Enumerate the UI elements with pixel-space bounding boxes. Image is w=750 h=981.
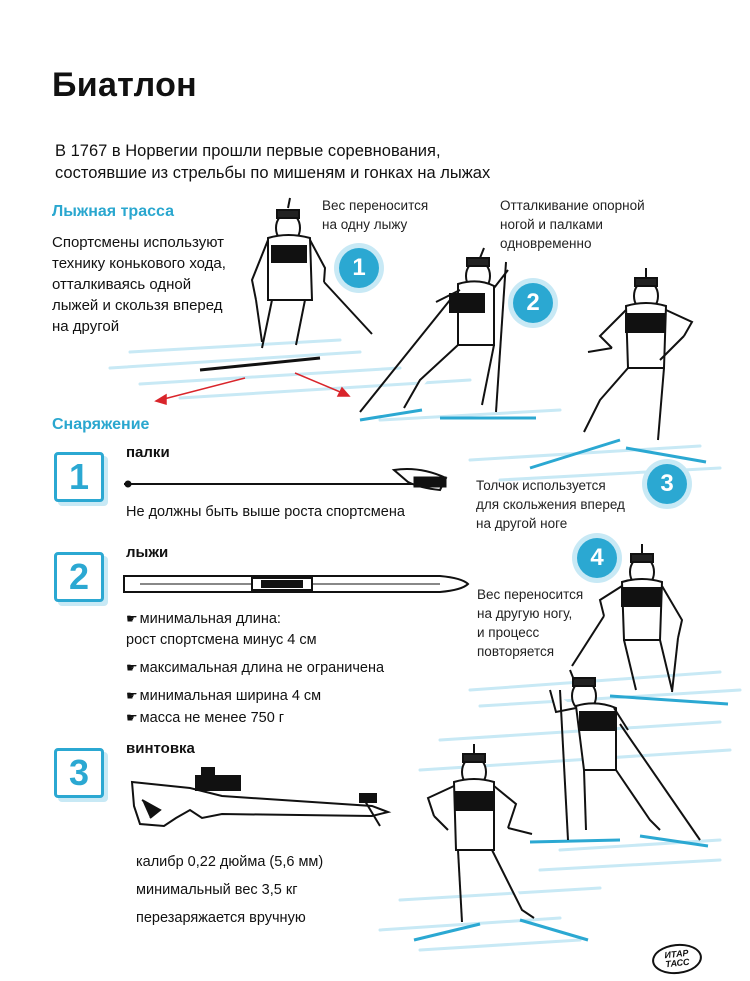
equipment-2-badge: 2 xyxy=(54,552,104,602)
ski-track-line: Спортсмены используют xyxy=(52,234,224,251)
step-1-line: Вес переносится xyxy=(322,198,429,213)
ski-track-line: технику конькового хода, xyxy=(52,255,226,272)
ski-drawing xyxy=(124,576,468,592)
spec-item: перезаряжается вручную xyxy=(136,910,306,926)
pole-drawing xyxy=(124,469,446,490)
ski-track-line: на другой xyxy=(52,318,120,335)
spec-item: ☛ максимальная длина не ограничена xyxy=(126,657,384,679)
skier-2-figure xyxy=(360,248,536,420)
spec-item: калибр 0,22 дюйма (5,6 мм) xyxy=(136,854,324,870)
skier-3-figure xyxy=(530,268,706,468)
equipment-heading: Снаряжение xyxy=(52,416,150,433)
ski-track-heading: Лыжная трасса xyxy=(52,203,174,220)
equipment-3-specs xyxy=(136,848,323,932)
equipment-1-badge: 1 xyxy=(54,452,104,502)
step-3-line: для скольжения вперед xyxy=(476,497,625,512)
step-3-badge: 3 xyxy=(647,464,687,504)
intro-line: состоявшие из стрельбы по мишеням и гонках на лыжах xyxy=(55,164,491,182)
step-2-line: Отталкивание опорной xyxy=(500,198,645,213)
equipment-3-name: винтовка xyxy=(126,740,195,757)
equipment-3-badge: 3 xyxy=(54,748,104,798)
step-1-line: на одну лыжу xyxy=(322,217,408,232)
intro-text xyxy=(55,140,490,184)
step-2-line: ногой и палками xyxy=(500,217,603,232)
step-4-badge: 4 xyxy=(577,538,617,578)
spec-item: ☛ масса не менее 750 г xyxy=(126,707,384,729)
step-1-badge: 1 xyxy=(339,248,379,288)
spec-item: рост спортсмена минус 4 см xyxy=(126,632,317,648)
step-2-line: одновременно xyxy=(500,236,592,251)
page-title: Биатлон xyxy=(52,66,198,104)
step-2-badge: 2 xyxy=(513,283,553,323)
step-3-line: Толчок используется xyxy=(476,478,606,493)
spec-item: минимальный вес 3,5 кг xyxy=(136,882,298,898)
step-1-caption xyxy=(322,196,428,234)
step-4-line: и процесс xyxy=(477,625,540,640)
ski-track-line: отталкиваясь одной xyxy=(52,276,192,293)
equipment-1-text: Не должны быть выше роста спортсмена xyxy=(126,504,405,520)
equipment-2-specs xyxy=(126,608,384,729)
spec-item: ☛ минимальная длина: xyxy=(126,608,384,630)
logo-line: ИТАР xyxy=(663,947,689,961)
intro-line: В 1767 в Норвегии прошли первые соревнования, xyxy=(55,142,441,160)
step-4-line: повторяется xyxy=(477,644,555,659)
equipment-1-name: палки xyxy=(126,444,170,461)
rifle-drawing xyxy=(132,768,388,826)
equipment-2-name: лыжи xyxy=(126,544,169,561)
step-3-caption xyxy=(476,476,625,533)
ski-track-line: лыжей и скользя вперед xyxy=(52,297,223,314)
step-4-line: Вес переносится xyxy=(477,587,584,602)
ski-track-text xyxy=(52,232,226,337)
step-4-caption xyxy=(477,585,583,661)
spec-item: ☛ минимальная ширина 4 см xyxy=(126,685,384,707)
logo-line: ТАСС xyxy=(664,956,690,970)
step-4-line: на другую ногу, xyxy=(477,606,573,621)
step-3-line: на другой ноге xyxy=(476,516,568,531)
step-2-caption xyxy=(500,196,645,253)
